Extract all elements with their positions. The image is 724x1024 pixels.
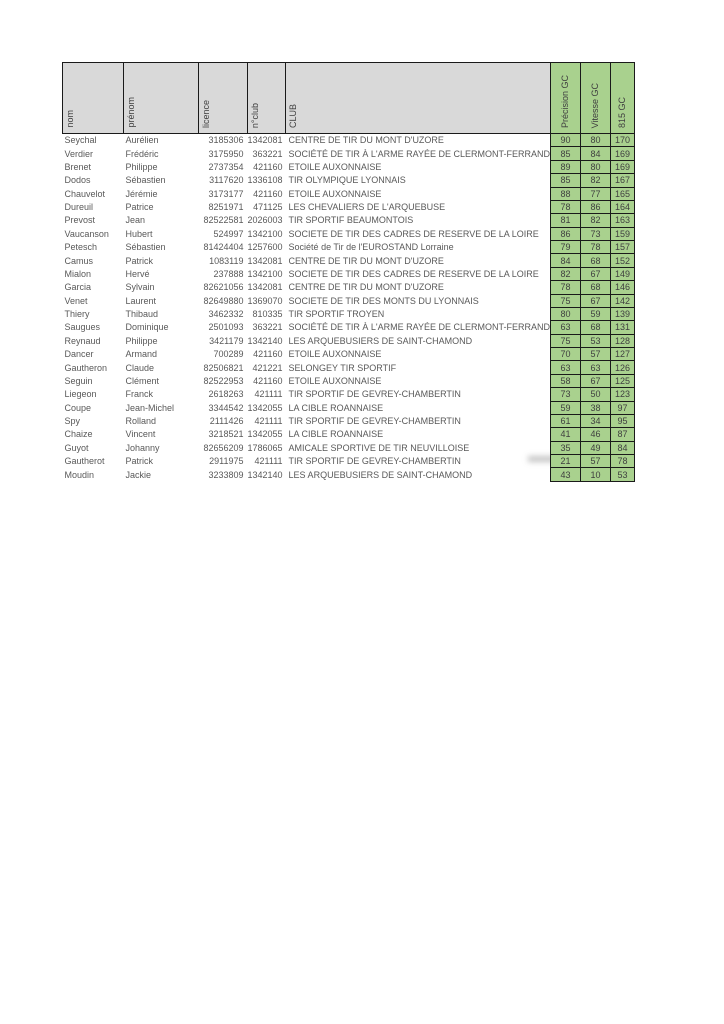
cell-precision-gc: 75 (550, 294, 580, 307)
cell-nclub: 421221 (252, 362, 283, 373)
cell-club: TIR SPORTIF DE GEVREY-CHAMBERTIN (288, 416, 461, 427)
cell-precision-gc: 70 (550, 348, 580, 361)
cell-club: TIR SPORTIF DE GEVREY-CHAMBERTIN (288, 389, 461, 400)
cell-nclub: 1342140 (247, 469, 283, 480)
cell-club: LA CIBLE ROANNAISE (288, 429, 384, 440)
table-body (63, 134, 635, 482)
cell-vitesse-gc: 77 (580, 187, 610, 200)
cell-815-gc: 169 (610, 147, 634, 160)
header-cell-vitesse-gc (580, 63, 610, 134)
table-row (63, 441, 635, 454)
cell-precision-gc: 41 (550, 428, 580, 441)
cell-prenom: Rolland (125, 416, 157, 427)
cell-licence: 2111426 (209, 416, 244, 427)
cell-club: LES CHEVALIERS DE L'ARQUEBUSE (288, 202, 446, 213)
cell-prenom: Hervé (125, 268, 150, 279)
cell-nclub: 1342081 (247, 135, 283, 146)
header-label-nclub: n°club (250, 102, 260, 128)
cell-precision-gc: 89 (550, 160, 580, 173)
cell-815-gc: 169 (610, 160, 634, 173)
cell-nclub: 1257600 (247, 242, 283, 253)
table-row (63, 267, 635, 280)
cell-club: TIR SPORTIF DE GEVREY-CHAMBERTIN (288, 456, 461, 467)
cell-nom: Moudin (64, 469, 95, 480)
cell-815-gc: 164 (610, 200, 634, 213)
cell-club: AMICALE SPORTIVE DE TIR NEUVILLOISE (288, 442, 470, 453)
table-row (63, 468, 635, 481)
cell-nom: Liegeon (64, 389, 97, 400)
cell-precision-gc: 35 (550, 441, 580, 454)
table-row (63, 241, 635, 254)
cell-vitesse-gc: 67 (580, 294, 610, 307)
table-row (63, 254, 635, 267)
cell-precision-gc: 73 (550, 388, 580, 401)
cell-licence: 3173177 (208, 188, 244, 199)
table-row (63, 388, 635, 401)
cell-licence: 82656209 (203, 442, 244, 453)
results-table (62, 62, 635, 482)
cell-nom: Saugues (64, 322, 101, 333)
cell-vitesse-gc: 68 (580, 321, 610, 334)
table-row (63, 374, 635, 387)
cell-prenom: Philippe (125, 335, 158, 346)
table-row (63, 187, 635, 200)
cell-vitesse-gc: 46 (580, 428, 610, 441)
cell-nclub: 1342081 (247, 255, 283, 266)
table-row (63, 307, 635, 320)
cell-club: LA CIBLE ROANNAISE (288, 402, 384, 413)
cell-club: LES ARQUEBUSIERS DE SAINT-CHAMOND (288, 335, 473, 346)
cell-815-gc: 142 (610, 294, 634, 307)
cell-licence: 82522953 (203, 375, 244, 386)
cell-815-gc: 128 (610, 334, 634, 347)
cell-815-gc: 159 (610, 227, 634, 240)
cell-prenom: Dominique (125, 322, 169, 333)
cell-precision-gc: 58 (550, 374, 580, 387)
cell-prenom: Frédéric (125, 148, 159, 159)
header-cell-licence (199, 63, 248, 134)
cell-815-gc: 152 (610, 254, 634, 267)
cell-vitesse-gc: 80 (580, 134, 610, 147)
cell-vitesse-gc: 59 (580, 307, 610, 320)
cell-licence: 3344542 (208, 402, 244, 413)
cell-precision-gc: 59 (550, 401, 580, 414)
cell-club: ETOILE AUXONNAISE (288, 349, 382, 360)
table-row (63, 227, 635, 240)
cell-licence: 2911975 (209, 456, 244, 467)
cell-vitesse-gc: 78 (580, 241, 610, 254)
cell-licence: 2618263 (208, 389, 244, 400)
cell-prenom: Jean-Michel (125, 402, 175, 413)
cell-nclub: 1342081 (247, 282, 283, 293)
cell-licence: 700289 (213, 349, 244, 360)
table-row (63, 414, 635, 427)
cell-club: SOCIETE DE TIR DES CADRES DE RESERVE DE LA LOIRE (288, 228, 539, 239)
table-row (63, 321, 635, 334)
cell-precision-gc: 63 (550, 321, 580, 334)
cell-vitesse-gc: 68 (580, 281, 610, 294)
cell-licence: 3117620 (209, 175, 244, 186)
cell-nom: Dancer (64, 349, 94, 360)
cell-licence: 3218521 (208, 429, 244, 440)
cell-nom: Brenet (64, 161, 92, 172)
cell-prenom: Philippe (125, 161, 158, 172)
cell-club: Société de Tir de l'EUROSTAND Lorraine (288, 242, 454, 253)
table-row (63, 455, 635, 468)
cell-club: TIR SPORTIF TROYEN (288, 309, 385, 320)
cell-licence: 1083119 (209, 255, 244, 266)
cell-licence: 8251971 (208, 202, 244, 213)
cell-815-gc: 149 (610, 267, 634, 280)
header-cell-precision-gc (550, 63, 580, 134)
cell-precision-gc: 78 (550, 200, 580, 213)
cell-nom: Prevost (64, 215, 96, 226)
header-row (63, 63, 635, 134)
cell-prenom: Hubert (125, 228, 153, 239)
header-label-club: CLUB (288, 103, 299, 128)
cell-nom: Dodos (64, 175, 91, 186)
cell-nom: Seychal (64, 135, 97, 146)
cell-vitesse-gc: 67 (580, 374, 610, 387)
cell-licence: 237888 (213, 268, 244, 279)
cell-prenom: Sébastien (125, 175, 166, 186)
cell-815-gc: 125 (610, 374, 634, 387)
cell-nom: Chaize (64, 429, 93, 440)
cell-vitesse-gc: 49 (580, 441, 610, 454)
cell-nclub: 421111 (254, 416, 283, 427)
cell-nclub: 1336108 (247, 175, 283, 186)
cell-precision-gc: 90 (550, 134, 580, 147)
cell-815-gc: 157 (610, 241, 634, 254)
cell-precision-gc: 61 (550, 414, 580, 427)
cell-815-gc: 167 (610, 174, 634, 187)
cell-club: TIR OLYMPIQUE LYONNAIS (288, 175, 406, 186)
cell-nom: Petesch (64, 242, 98, 253)
cell-prenom: Franck (125, 389, 154, 400)
header-label-nom: nom (65, 110, 75, 128)
cell-precision-gc: 85 (550, 174, 580, 187)
cell-prenom: Jackie (125, 469, 152, 480)
cell-815-gc: 95 (610, 414, 634, 427)
cell-nom: Guyot (64, 442, 89, 453)
table-row (63, 174, 635, 187)
cell-nclub: 421111 (254, 456, 283, 467)
cell-licence: 82522581 (203, 215, 244, 226)
cell-precision-gc: 75 (550, 334, 580, 347)
cell-nclub: 421111 (254, 389, 283, 400)
cell-nom: Chauvelot (64, 188, 106, 199)
cell-815-gc: 123 (610, 388, 634, 401)
cell-vitesse-gc: 38 (580, 401, 610, 414)
cell-vitesse-gc: 80 (580, 160, 610, 173)
cell-prenom: Thibaud (125, 309, 159, 320)
cell-precision-gc: 79 (550, 241, 580, 254)
cell-nclub: 2026003 (247, 215, 283, 226)
cell-prenom: Laurent (125, 295, 157, 306)
cell-nom: Verdier (64, 148, 94, 159)
cell-club: ETOILE AUXONNAISE (288, 161, 382, 172)
cell-nclub: 421160 (253, 375, 283, 386)
cell-club: CENTRE DE TIR DU MONT D'UZORE (288, 135, 444, 146)
cell-vitesse-gc: 73 (580, 227, 610, 240)
cell-nclub: 421160 (253, 161, 283, 172)
table-row (63, 200, 635, 213)
cell-prenom: Sébastien (125, 242, 166, 253)
cell-precision-gc: 84 (550, 254, 580, 267)
cell-licence: 2737354 (208, 161, 244, 172)
cell-815-gc: 131 (610, 321, 634, 334)
cell-815-gc: 146 (610, 281, 634, 294)
cell-815-gc: 97 (610, 401, 634, 414)
cell-nclub: 1342055 (247, 402, 283, 413)
header-cell-prenom (124, 63, 199, 134)
cell-vitesse-gc: 53 (580, 334, 610, 347)
cell-prenom: Sylvain (125, 282, 155, 293)
cell-prenom: Claude (125, 362, 155, 373)
header-label-licence: licence (201, 99, 211, 128)
cell-licence: 82621056 (203, 282, 244, 293)
cell-nclub: 421160 (253, 349, 283, 360)
cell-precision-gc: 63 (550, 361, 580, 374)
cell-nom: Thiery (64, 309, 90, 320)
cell-club: SOCIÉTÉ DE TIR À L'ARME RAYÉE DE CLERMONT-FERRAND (288, 322, 550, 333)
cell-nom: Seguin (64, 375, 93, 386)
header-label-vitesse-gc: Vitesse GC (590, 82, 601, 128)
header-cell-club (286, 63, 551, 134)
table-row (63, 147, 635, 160)
cell-vitesse-gc: 57 (580, 348, 610, 361)
cell-vitesse-gc: 67 (580, 267, 610, 280)
cell-nom: Garcia (64, 282, 92, 293)
cell-licence: 81424404 (203, 242, 244, 253)
cell-nclub: 1342100 (247, 268, 283, 279)
cell-club: SOCIÉTÉ DE TIR À L'ARME RAYÉE DE CLERMONT-FERRAND (288, 148, 550, 159)
cell-815-gc: 53 (610, 468, 634, 481)
cell-nom: Spy (64, 416, 81, 427)
cell-prenom: Armand (125, 349, 158, 360)
cell-prenom: Clément (125, 375, 160, 386)
cell-vitesse-gc: 50 (580, 388, 610, 401)
cell-club: SOCIETE DE TIR DES CADRES DE RESERVE DE LA LOIRE (288, 268, 539, 279)
header-cell-nclub (248, 63, 286, 134)
cell-licence: 3233809 (208, 469, 244, 480)
table-row (63, 281, 635, 294)
cell-nclub: 1342140 (247, 335, 283, 346)
cell-nom: Reynaud (64, 335, 101, 346)
cell-licence: 82506821 (203, 362, 244, 373)
cell-815-gc: 139 (610, 307, 634, 320)
cell-vitesse-gc: 82 (580, 214, 610, 227)
cell-nclub: 1369070 (247, 295, 283, 306)
table-row (63, 214, 635, 227)
cell-prenom: Patrick (125, 456, 154, 467)
table-row (63, 401, 635, 414)
cell-nom: Venet (64, 295, 88, 306)
cell-815-gc: 87 (610, 428, 634, 441)
table-row (63, 334, 635, 347)
header-label-precision-gc: Précision GC (560, 74, 571, 128)
cell-club: ETOILE AUXONNAISE (288, 188, 382, 199)
cell-nclub: 1342055 (247, 429, 283, 440)
spreadsheet-page (62, 62, 635, 482)
header-cell-nom (63, 63, 124, 134)
cell-nom: Vaucanson (64, 228, 109, 239)
cell-precision-gc: 81 (550, 214, 580, 227)
cell-815-gc: 126 (610, 361, 634, 374)
cell-815-gc: 84 (610, 441, 634, 454)
cell-vitesse-gc: 57 (580, 455, 610, 468)
cell-nom: Gautheron (64, 362, 108, 373)
cell-nclub: 363221 (252, 322, 283, 333)
cell-815-gc: 170 (610, 134, 634, 147)
cell-nclub: 471125 (253, 202, 283, 213)
cell-prenom: Patrice (125, 202, 154, 213)
cell-prenom: Vincent (125, 429, 156, 440)
table-row (63, 134, 635, 147)
cell-nom: Coupe (64, 402, 92, 413)
cell-nclub: 1786065 (247, 442, 283, 453)
cell-club: TIR SPORTIF BEAUMONTOIS (288, 215, 414, 226)
table-row (63, 294, 635, 307)
cell-licence: 3462332 (208, 309, 244, 320)
table-row (63, 361, 635, 374)
cell-vitesse-gc: 10 (580, 468, 610, 481)
cell-licence: 3175950 (208, 148, 244, 159)
cell-nclub: 810335 (252, 309, 283, 320)
cell-nom: Gautherot (64, 456, 105, 467)
cell-precision-gc: 21 (550, 455, 580, 468)
cell-precision-gc: 85 (550, 147, 580, 160)
cell-licence: 524997 (213, 228, 244, 239)
cell-prenom: Johanny (125, 442, 160, 453)
cell-vitesse-gc: 82 (580, 174, 610, 187)
cell-club: CENTRE DE TIR DU MONT D'UZORE (288, 282, 444, 293)
cell-club: SELONGEY TIR SPORTIF (288, 362, 397, 373)
cell-815-gc: 165 (610, 187, 634, 200)
cell-nom: Camus (64, 255, 94, 266)
header-label-prenom: prénom (126, 97, 136, 128)
cell-precision-gc: 43 (550, 468, 580, 481)
cell-club: LES ARQUEBUSIERS DE SAINT-CHAMOND (288, 469, 473, 480)
cell-vitesse-gc: 86 (580, 200, 610, 213)
cell-nclub: 363221 (252, 148, 283, 159)
cell-nclub: 1342100 (247, 228, 283, 239)
cell-prenom: Aurélien (125, 135, 159, 146)
cell-precision-gc: 80 (550, 307, 580, 320)
cell-nom: Dureuil (64, 202, 94, 213)
cell-licence: 3185306 (208, 135, 244, 146)
table-row (63, 428, 635, 441)
cell-vitesse-gc: 63 (580, 361, 610, 374)
cell-prenom: Patrick (125, 255, 154, 266)
header-cell-815-gc (610, 63, 634, 134)
cell-licence: 2501093 (208, 322, 244, 333)
cell-precision-gc: 78 (550, 281, 580, 294)
cell-vitesse-gc: 34 (580, 414, 610, 427)
cell-precision-gc: 86 (550, 227, 580, 240)
cell-vitesse-gc: 84 (580, 147, 610, 160)
cell-815-gc: 78 (610, 455, 634, 468)
cell-vitesse-gc: 68 (580, 254, 610, 267)
table-row (63, 160, 635, 173)
cell-precision-gc: 88 (550, 187, 580, 200)
cell-club: SOCIETE DE TIR DES MONTS DU LYONNAIS (288, 295, 479, 306)
header-label-815-gc: 815 GC (617, 96, 628, 128)
cell-club: ETOILE AUXONNAISE (288, 375, 382, 386)
cell-licence: 82649880 (203, 295, 244, 306)
cell-nclub: 421160 (253, 188, 283, 199)
cell-815-gc: 163 (610, 214, 634, 227)
cell-club: CENTRE DE TIR DU MONT D'UZORE (288, 255, 444, 266)
cell-prenom: Jean (125, 215, 146, 226)
cell-nom: Mialon (64, 268, 92, 279)
cell-815-gc: 127 (610, 348, 634, 361)
cell-precision-gc: 82 (550, 267, 580, 280)
cell-prenom: Jérémie (125, 188, 158, 199)
table-row (63, 348, 635, 361)
cell-licence: 3421179 (209, 335, 244, 346)
